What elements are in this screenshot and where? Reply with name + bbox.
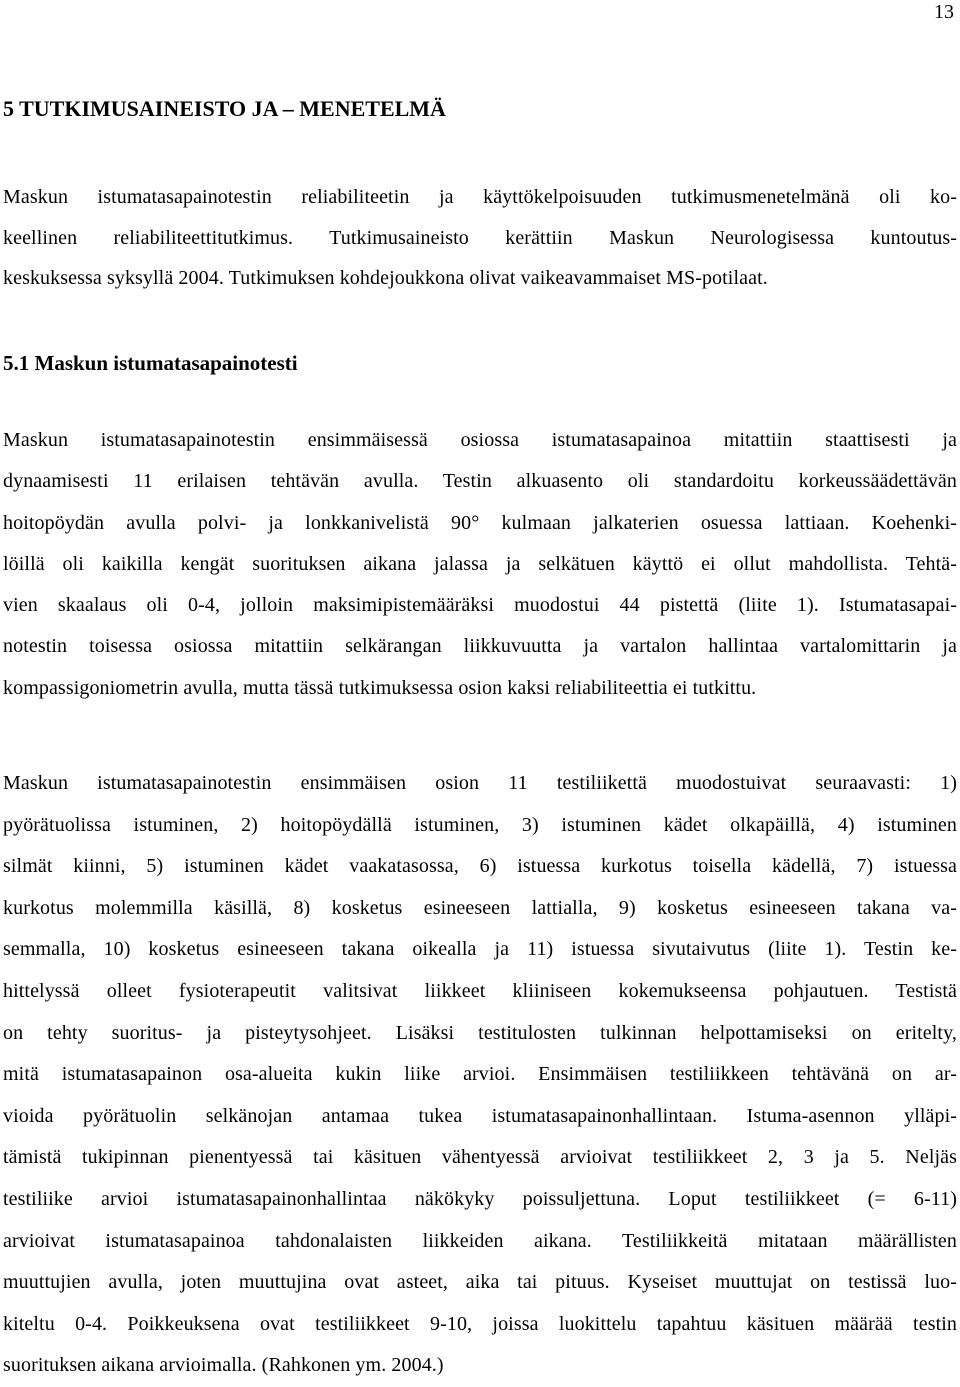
paragraph-line: kurkotus molemmilla käsillä, 8) kosketus esineeseen lattialla, 9) kosketus esineeseen takana va- — [3, 896, 957, 919]
paragraph-line: Maskun istumatasapainotestin ensimmäisessä osiossa istumatasapainoa mitattiin staattisesti ja — [3, 429, 957, 451]
paragraph-line: vioida pyörätuolin selkänojan antamaa tukea istumatasapainonhallintaan. Istuma-asennon ylläpi- — [3, 1104, 957, 1127]
paragraph-line: hittelyssä olleet fysioterapeutit valitsivat liikkeet kliiniseen kokemukseensa pohjautuen. Testistä — [3, 979, 957, 1002]
chapter-heading: 5 TUTKIMUSAINEISTO JA – MENETELMÄ — [3, 96, 446, 121]
paragraph-line: mitä istumatasapainon osa-alueita kukin liike arvioi. Ensimmäisen testiliikkeen tehtävänä on ar- — [3, 1063, 957, 1086]
paragraph-line: notestin toisessa osiossa mitattiin selkärangan liikkuvuutta ja vartalon hallintaa vartalomittarin ja — [3, 635, 957, 658]
paragraph-line: silmät kiinni, 5) istuminen kädet vaakatasossa, 6) istuessa kurkotus toisella kädellä, 7) istuessa — [3, 855, 957, 878]
paragraph-line: tämistä tukipinnan pienentyessä tai käsituen vähentyessä arvioivat testiliikkeet 2, 3 ja 5. Neljäs — [3, 1146, 957, 1169]
paragraph-line: keskuksessa syksyllä 2004. Tutkimuksen kohdejoukkona olivat vaikeavammaiset MS-potilaat. — [3, 267, 768, 289]
section-heading: 5.1 Maskun istumatasapainotesti — [3, 351, 298, 375]
paragraph-line: semmalla, 10) kosketus esineeseen takana oikealla ja 11) istuessa sivutaivutus (liite 1). Testin ke- — [3, 938, 957, 961]
paragraph-line: kompassigoniometrin avulla, mutta tässä tutkimuksessa osion kaksi reliabiliteettia ei tutkittu. — [3, 676, 757, 699]
paragraph-line: muuttujien avulla, joten muuttujina ovat asteet, aika tai pituus. Kyseiset muuttujat on testissä luo- — [3, 1271, 957, 1294]
paragraph-line: keellinen reliabiliteettitutkimus. Tutkimusaineisto kerättiin Maskun Neurologisessa kuntoutus- — [3, 226, 957, 249]
paragraph-line: vien skaalaus oli 0-4, jolloin maksimipistemääräksi muodostui 44 pistettä (liite 1). Istumatasapai- — [3, 594, 957, 617]
paragraph-line: pyörätuolissa istuminen, 2) hoitopöydällä istuminen, 3) istuminen kädet olkapäillä, 4) istuminen — [3, 813, 957, 836]
paragraph-line: arvioivat istumatasapainoa tahdonalaisten liikkeiden aikana. Testiliikkeitä mitataan määrällisten — [3, 1229, 957, 1252]
paragraph-line: hoitopöydän avulla polvi- ja lonkkanivelistä 90° kulmaan jalkaterien osuessa lattiaan. Koehenki- — [3, 511, 957, 534]
paragraph-line: löillä oli kaikilla kengät suorituksen aikana jalassa ja selkätuen käyttö ei ollut mahdollista. Tehtä- — [3, 552, 957, 575]
paragraph-line: suorituksen aikana arvioimalla. (Rahkonen ym. 2004.) — [3, 1354, 444, 1377]
page-number: 13 — [934, 1, 954, 23]
paragraph-line: kiteltu 0-4. Poikkeuksena ovat testiliikkeet 9-10, joissa luokittelu tapahtuu käsituen määrää testin — [3, 1312, 957, 1335]
paragraph-line: Maskun istumatasapainotestin ensimmäisen osion 11 testiliikettä muodostuivat seuraavasti: 1) — [3, 772, 957, 794]
paragraph-line: on tehty suoritus- ja pisteytysohjeet. Lisäksi testitulosten tulkinnan helpottamiseksi on eritelty, — [3, 1021, 957, 1044]
paragraph-line: testiliike arvioi istumatasapainonhallintaa näkökyky poissuljettuna. Loput testiliikkeet (= 6-11) — [3, 1187, 957, 1210]
paragraph-test-description — [3, 420, 957, 709]
paragraph-intro — [3, 177, 957, 299]
paragraph-line: dynaamisesti 11 erilaisen tehtävän avulla. Testin alkuasento oli standardoitu korkeussäädettävän — [3, 470, 957, 493]
paragraph-test-movements — [3, 763, 957, 1387]
paragraph-line: Maskun istumatasapainotestin reliabiliteetin ja käyttökelpoisuuden tutkimusmenetelmänä oli ko- — [3, 186, 957, 208]
